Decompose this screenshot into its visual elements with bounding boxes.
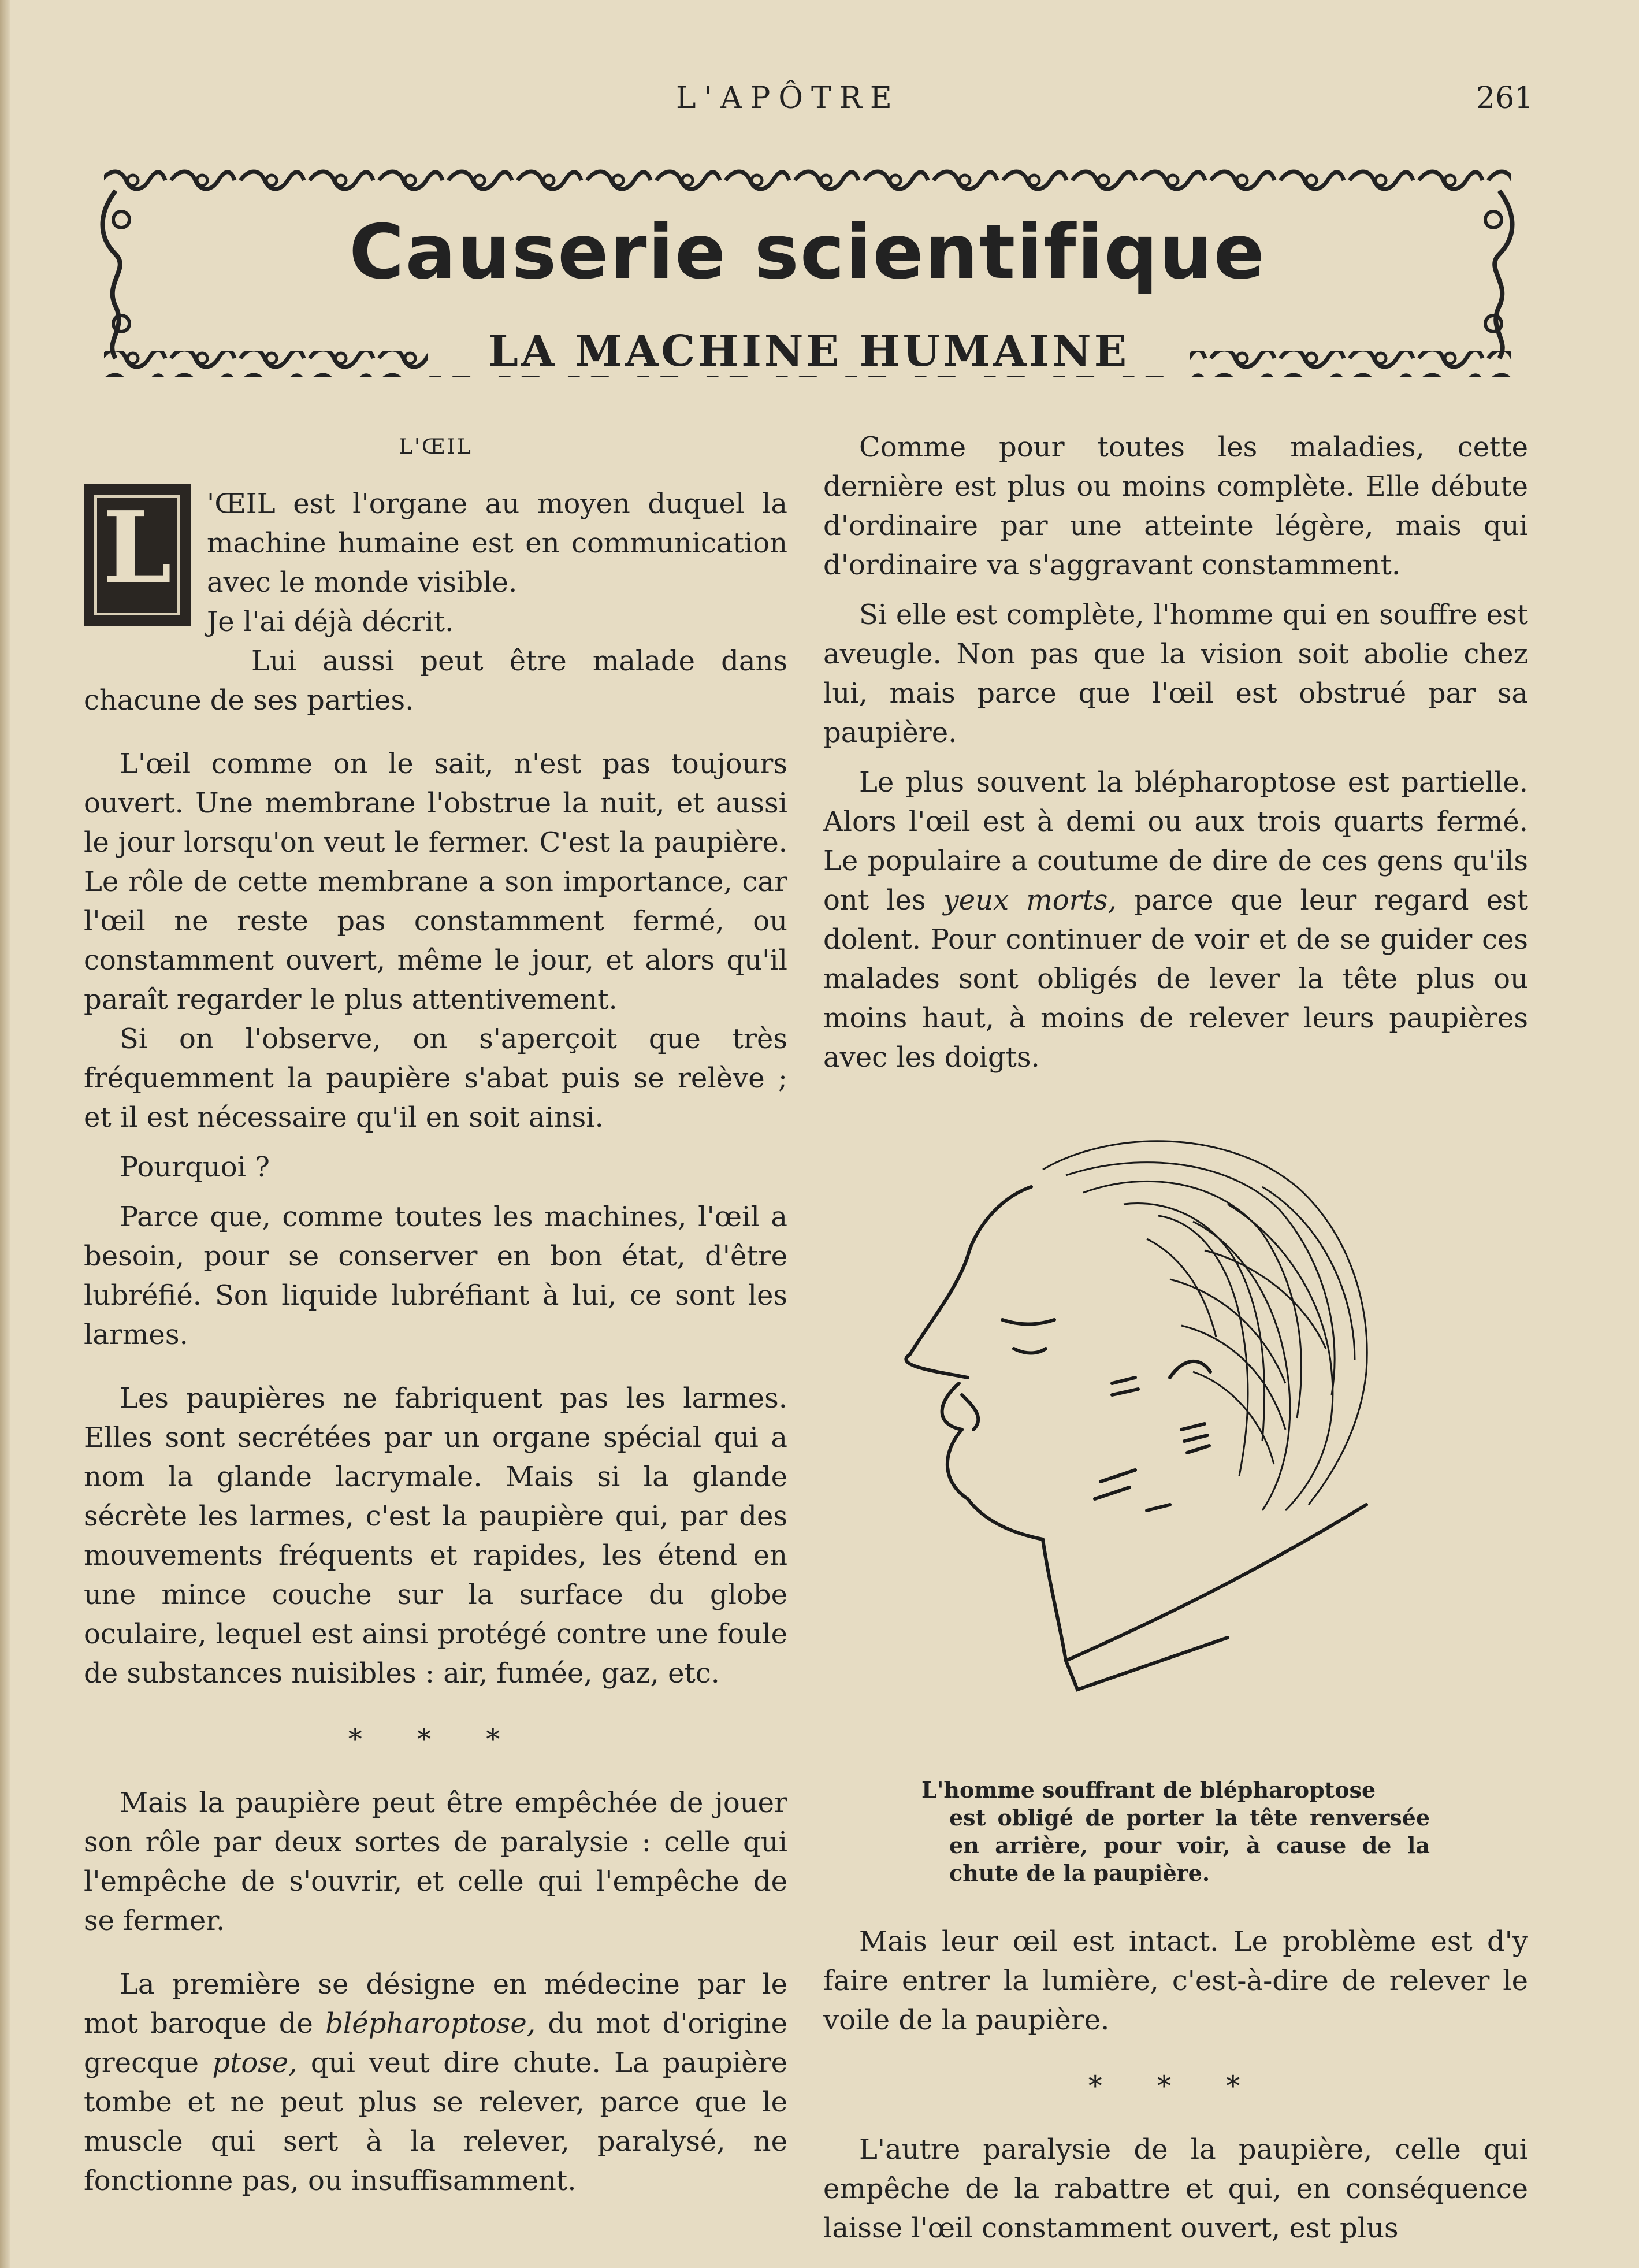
italic-term: yeux morts,	[943, 884, 1117, 916]
paragraph: Pourquoi ?	[120, 1151, 270, 1183]
paragraph: L'œil comme on le sait, n'est pas toujours ouvert. Une membrane l'obstrue la nuit, et aussi le jour lorsqu'on veut le fermer. C'est la paupière. Le rôle de cette membrane a son importance, car l'œil ne reste pas constamment fermé, ou constamment ouvert, même le jour, et alors qu'il paraît regarder le plus attentivement.	[84, 748, 787, 1016]
article-title: Causerie scientifique	[349, 208, 1266, 296]
paragraph: Lui aussi peut être malade dans chacune de ses parties.	[84, 645, 787, 717]
paragraph	[823, 763, 1528, 1077]
paragraph	[84, 1965, 787, 2200]
page-binding-edge	[0, 0, 10, 2268]
paragraph: L'autre paralysie de la paupière, celle qui empêche de la rabattre et qui, en conséquence laisse l'œil constamment ouvert, est plus	[823, 2133, 1528, 2244]
caption-line: L'homme souffrant de blépharoptose	[921, 1777, 1376, 1803]
paragraph: Si on l'observe, on s'aperçoit que très fréquemment la paupière s'abat puis se relève ; et il est nécessaire qu'il en soit ainsi.	[84, 1023, 787, 1134]
paragraph: Comme pour toutes les maladies, cette dernière est plus ou moins complète. Elle débute d'ordinaire par une atteinte légère, mais qui d'ordinaire va s'aggravant constamment.	[823, 431, 1528, 581]
text-run: La première se désigne en médecine par le mot baroque de	[84, 1968, 787, 2040]
caption-line: est obligé de porter la tête renversée en arrière, pour voir, à cause de la chute de la paupière.	[949, 1805, 1430, 1886]
text-run: parce que leur regard est dolent. Pour continuer de voir et de se guider ces malades sont obligés de lever la tête plus ou moins haut, à moins de relever leurs paupières avec les doigts.	[823, 884, 1528, 1074]
running-title: L'APÔTRE	[676, 81, 900, 116]
section-separator: * * *	[1088, 2070, 1263, 2102]
right-column	[823, 428, 1528, 2248]
paragraph: Mais la paupière peut être empêchée de jouer son rôle par deux sortes de paralysie : celle qui l'empêche de s'ouvrir, et celle qui l'empêche de se fermer.	[84, 1787, 787, 1937]
section-separator: * * *	[348, 1723, 523, 1755]
profile-illustration	[823, 1106, 1528, 1759]
italic-term: blépharoptose,	[325, 2007, 536, 2040]
text-run: qui veut dire chute. La paupière tombe et ne peut plus se relever, parce que le muscle qui sert à la relever, paralysé, ne fonctionne pas, ou insuffisamment.	[84, 2047, 788, 2197]
man-profile-drawing	[823, 1106, 1528, 1759]
paragraph: 'ŒIL est l'organe au moyen duquel la machine humaine est en communication avec le monde visible.	[207, 488, 787, 599]
left-column	[84, 428, 787, 2200]
section-heading: L'ŒIL	[399, 435, 473, 459]
paragraph: Parce que, comme toutes les machines, l'œil a besoin, pour se conserver en bon état, d'être lubréfié. Son liquide lubréfiant à lui, ce sont les larmes.	[84, 1201, 787, 1351]
drop-cap	[84, 484, 191, 626]
text-run: du mot d'origine grecque	[84, 2007, 787, 2079]
text-run: Le plus souvent la blépharoptose est partielle. Alors l'œil est à demi ou aux trois quarts fermé. Le populaire a coutume de dire de ces gens qu'ils ont les	[823, 766, 1528, 916]
italic-term: ptose,	[212, 2047, 298, 2079]
paragraph: Mais leur œil est intact. Le problème est d'y faire entrer la lumière, c'est-à-dire de relever le voile de la paupière.	[823, 1925, 1528, 2036]
article-subtitle: LA MACHINE HUMAINE	[428, 326, 1190, 376]
paragraph: Si elle est complète, l'homme qui en souffre est aveugle. Non pas que la vision soit abolie chez lui, mais parce que l'œil est obstrué par sa paupière.	[823, 599, 1528, 749]
illustration-caption	[921, 1776, 1430, 1887]
page-number: 261	[1476, 81, 1534, 116]
drop-cap-letter: L	[102, 490, 172, 606]
paragraph: Les paupières ne fabriquent pas les larmes. Elles sont secrétées par un organe spécial qui a nom la glande lacrymale. Mais si la glande sécrète les larmes, c'est la paupière qui, par des mouvements fréquents et rapides, les étend en une mince couche sur la surface du globe oculaire, lequel est ainsi protégé contre une foule de substances nuisibles : air, fumée, gaz, etc.	[84, 1382, 787, 1690]
paragraph: Je l'ai déjà décrit.	[207, 606, 454, 638]
